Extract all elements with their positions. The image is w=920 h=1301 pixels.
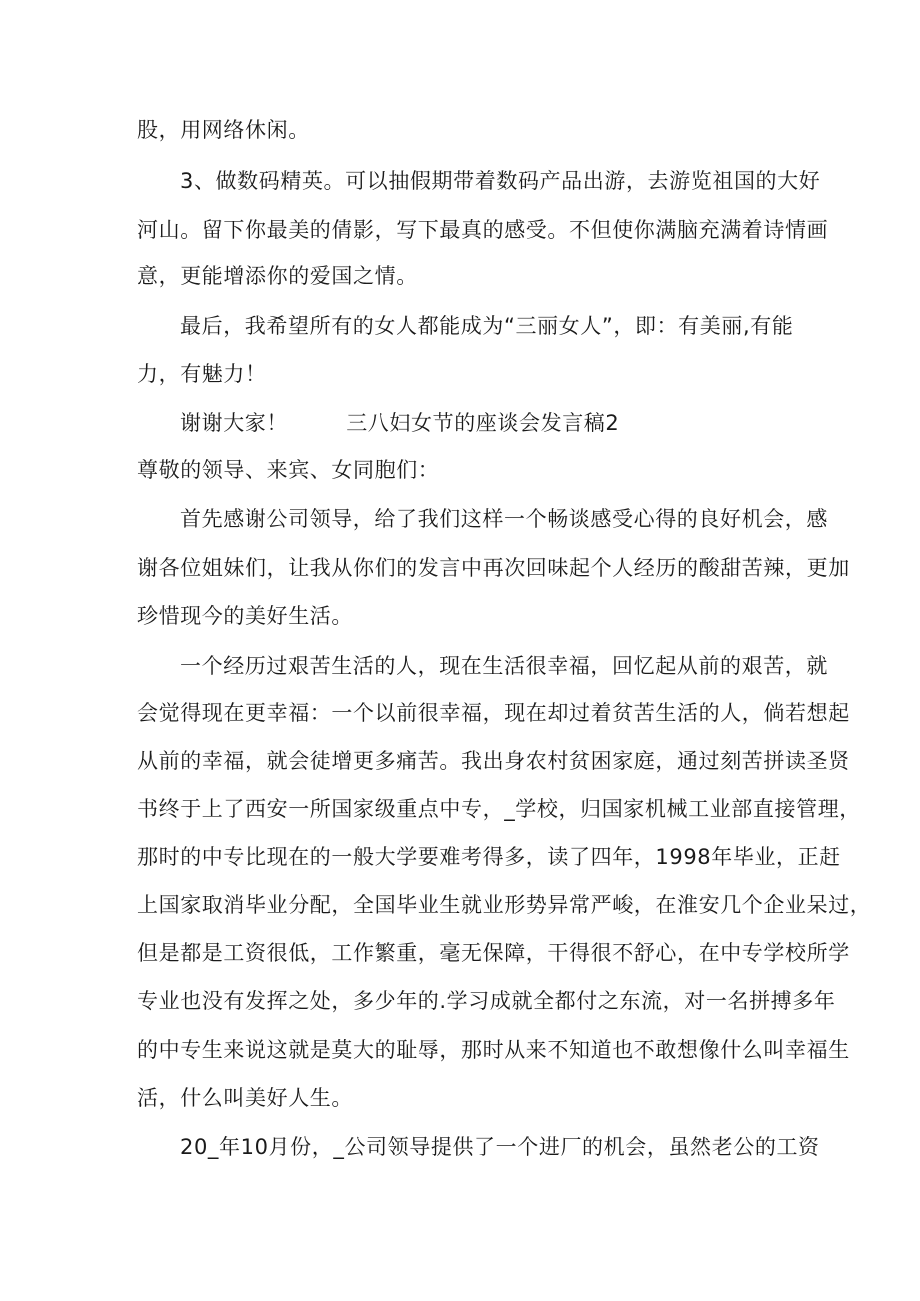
text-line: 活，什么叫美好人生。 — [137, 1086, 353, 1110]
text-line: 那时的中专比现在的一般大学要难考得多，读了四年，1998年毕业，正赶 — [137, 845, 841, 869]
text-line: 首先感谢公司领导，给了我们这样一个畅谈感受心得的良好机会，感 — [180, 507, 828, 531]
salutation: 尊敬的领导、来宾、女同胞们： — [137, 458, 440, 482]
text-line: 一个经历过艰苦生活的人，现在生活很幸福，回忆起从前的艰苦，就 — [180, 654, 828, 678]
text-line: 股，用网络休闲。 — [137, 118, 310, 142]
text-line: 从前的幸福，就会徒增更多痛苦。我出身农村贫困家庭，通过刻苦拼读圣贤 — [137, 749, 850, 773]
text-line: 谢各位姐妹们，让我从你们的发言中再次回味起个人经历的酸甜苦辣，更加 — [137, 556, 850, 580]
text-line: 珍惜现今的美好生活。 — [137, 604, 353, 628]
text-line: 20_年10月份，_公司领导提供了一个进厂的机会，虽然老公的工资 — [180, 1135, 820, 1159]
section-heading: 谢谢大家！ 三八妇女节的座谈会发言稿2 — [180, 411, 620, 435]
text-line: 最后，我希望所有的女人都能成为“三丽女人”，即：有美丽,有能 — [180, 314, 794, 338]
text-line: 但是都是工资很低，工作繁重，毫无保障，干得很不舒心，在中专学校所学 — [137, 941, 850, 965]
text-line: 会觉得现在更幸福：一个以前很幸福，现在却过着贫苦生活的人，倘若想起 — [137, 701, 850, 725]
text-line: 河山。留下你最美的倩影，写下最真的感受。不但使你满脑充满着诗情画 — [137, 218, 829, 242]
text-line: 书终于上了西安一所国家级重点中专，_学校，归国家机械工业部直接管理， — [137, 797, 861, 821]
text-line: 上国家取消毕业分配，全国毕业生就业形势异常严峻，在淮安几个企业呆过， — [137, 893, 872, 917]
text-line: 力，有魅力！ — [137, 362, 267, 386]
text-line: 3、做数码精英。可以抽假期带着数码产品出游，去游览祖国的大好 — [180, 169, 821, 193]
text-line: 的中专生来说这就是莫大的耻辱，那时从来不知道也不敢想像什么叫幸福生 — [137, 1038, 850, 1062]
text-line: 意，更能增添你的爱国之情。 — [137, 264, 418, 288]
text-line: 专业也没有发挥之处，多少年的.学习成就全都付之东流，对一名拼搏多年 — [137, 989, 836, 1013]
